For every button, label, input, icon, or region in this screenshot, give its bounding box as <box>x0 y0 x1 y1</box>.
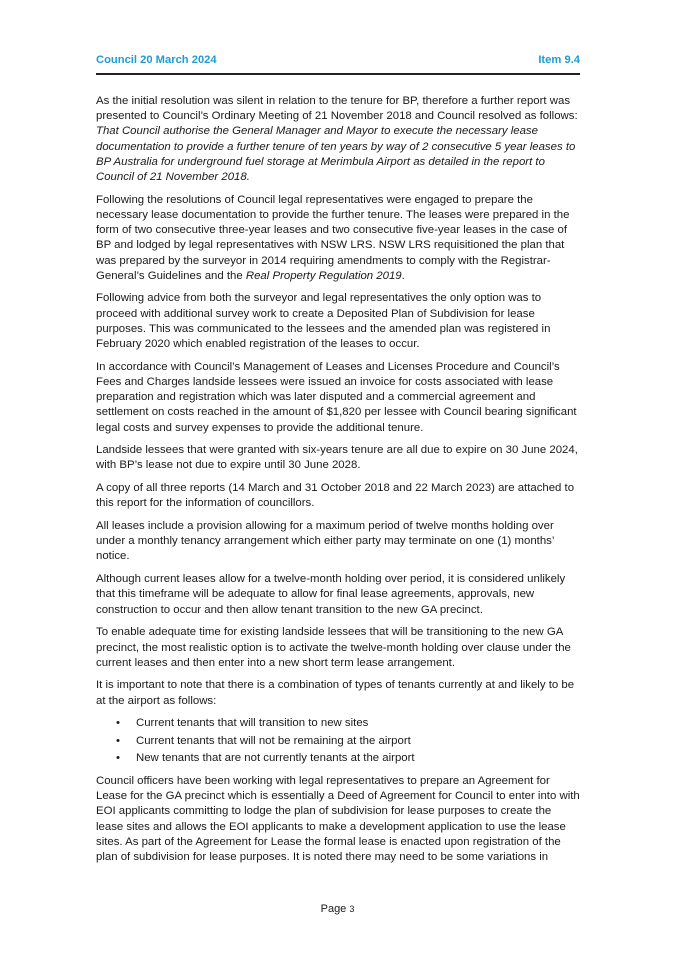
regulation-title: Real Property Regulation 2019 <box>245 269 402 282</box>
page-number: 3 <box>349 904 355 914</box>
page-footer <box>0 903 675 915</box>
paragraph-reports-attached: A copy of all three reports (14 March and 31 October 2018 and 22 March 2023) are attached to this report for the information of councillors. <box>96 482 575 510</box>
item-number: Item 9.4 <box>538 54 580 66</box>
list-item-text: Current tenants that will transition to new sites <box>136 717 369 730</box>
bullet-icon: • <box>116 734 120 747</box>
list-item-text: Current tenants that will not be remaining at the airport <box>136 734 411 747</box>
paragraph-holding-over-provision: All leases include a provision allowing for a maximum period of twelve months holding over under a monthly tenancy arrangement which either party may terminate on one (1) months’ notice. <box>96 520 554 563</box>
paragraph-survey-advice: Following advice from both the surveyor and legal representatives the only option was to proceed with additional survey work to create a Deposited Plan of Subdivision for lease purposes. This was communicated to the lessees and the amended plan was registered in February 2020 which enabled registration of the leases to occur. <box>96 292 551 351</box>
list-item-text: New tenants that are not currently tenants at the airport <box>136 751 415 764</box>
page-label: Page <box>320 903 347 915</box>
paragraph-tenant-types-intro: It is important to note that there is a combination of types of tenants currently at and likely to be at the airport as follows: <box>96 679 575 707</box>
header-divider <box>96 73 580 75</box>
page-header <box>96 54 580 74</box>
paragraph-lease-expiry: Landside lessees that were granted with six-years tenure are all due to expire on 30 June 2024, with BP’s lease not due to expire until 30 June 2028. <box>96 444 578 472</box>
bullet-icon: • <box>116 751 120 764</box>
document-body <box>96 94 580 873</box>
paragraph-realistic-option: To enable adequate time for existing landside lessees that will be transitioning to the new GA precinct, the most realistic option is to activate the twelve-month holding over clause under the current leases and then enter into a new short term lease arrangement. <box>96 626 571 669</box>
paragraph-lease-preparation <box>96 193 580 284</box>
paragraph-timeframe-concern: Although current leases allow for a twelve-month holding over period, it is considered unlikely that this timeframe will be adequate to allow for final lease agreements, approvals, new construction to occur and then allow tenant transition to the new GA precinct. <box>96 573 566 616</box>
paragraph-resolution-intro: As the initial resolution was silent in relation to the tenure for BP, therefore a further report was presented to Council’s Ordinary Meeting of 21 November 2018 and Council resolved as follows: <box>96 95 578 123</box>
meeting-title: Council 20 March 2024 <box>96 54 217 66</box>
tenant-types-list <box>96 716 580 766</box>
list-item <box>96 734 580 749</box>
paragraph-fees-charges: In accordance with Council’s Management of Leases and Licenses Procedure and Council’s Fees and Charges landside lessees were issued an invoice for costs associated with lease preparation and registration which was later disputed and a commercial agreement and settlement on costs reached in the amount of $1,820 per lessee with Council bearing significant legal costs and survey expenses to provide the additional tenure. <box>96 360 577 434</box>
list-item <box>96 751 580 766</box>
resolution-quote: That Council authorise the General Manager and Mayor to execute the necessary lease documentation to provide a further tenure of ten years by way of 2 consecutive 5 year leases to BP Australia for underground fuel storage at Merimbula Airport as detailed in the report to Council of 21 November 2018. <box>96 125 576 184</box>
paragraph-lease-preparation-text: Following the resolutions of Council legal representatives were engaged to prepare the necessary lease documentation to provide the further tenure. The leases were prepared in the form of two consecutive three-year leases and two consecutive five-year leases in the case of BP and lodged by legal representatives with NSW LRS. NSW LRS requisitioned the plan that was prepared by the surveyor in 2014 requiring amendments to comply with the Registrar-General’s Guidelines and the <box>96 193 570 282</box>
bullet-icon: • <box>116 717 120 730</box>
list-item <box>96 716 580 731</box>
paragraph-lease-preparation-end: . <box>401 269 405 282</box>
paragraph-agreement-for-lease: Council officers have been working with legal representatives to prepare an Agreement for Lease for the GA precinct which is essentially a Deed of Agreement for Council to enter into with EOI applicants committing to lodge the plan of subdivision for lease purposes to create the lease sites and allows the EOI applicants to make a development application to use the lease sites. As part of the Agreement for Lease the formal lease is enacted upon registration of the plan of subdivision for lease purposes. It is noted there may need to be some variations in <box>96 774 580 863</box>
